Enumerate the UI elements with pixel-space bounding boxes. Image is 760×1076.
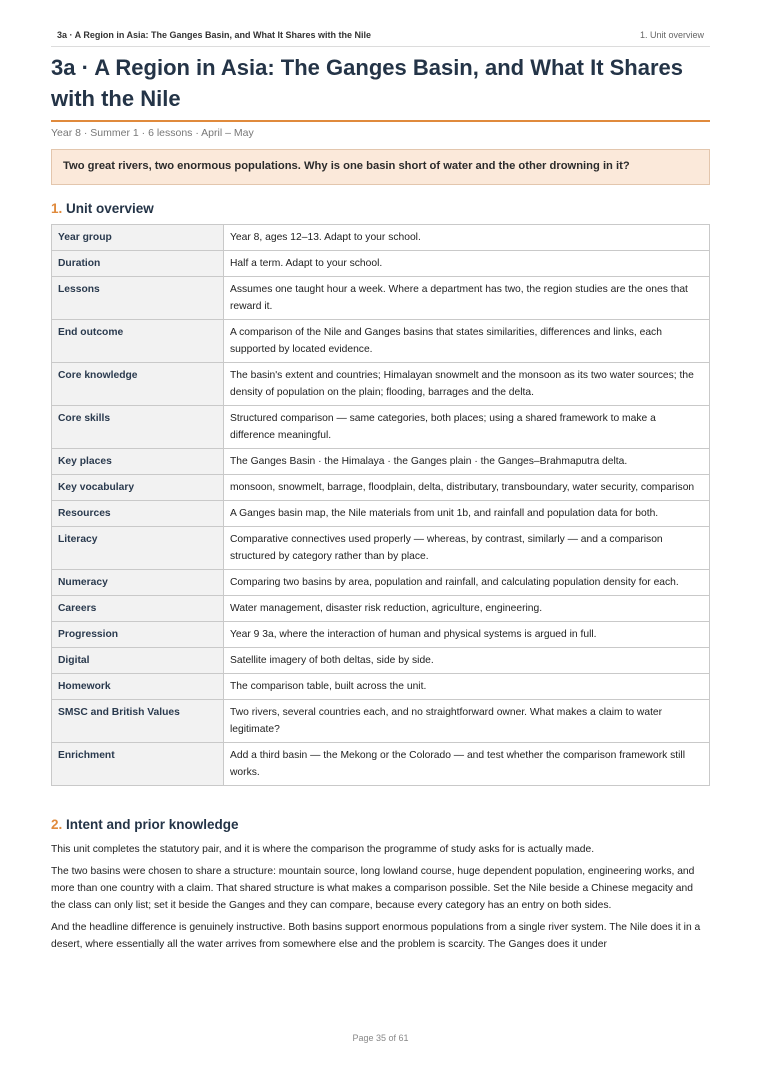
row-label: Literacy — [52, 527, 224, 570]
row-value: A Ganges basin map, the Nile materials from unit 1b, and rainfall and population data for both. — [224, 501, 710, 527]
row-value: Add a third basin — the Mekong or the Colorado — and test whether the comparison framework still works. — [224, 743, 710, 786]
table-row — [52, 527, 710, 570]
table-row — [52, 475, 710, 501]
row-value: Structured comparison — same categories, both places; using a shared framework to make a difference meaningful. — [224, 406, 710, 449]
paragraph: And the headline difference is genuinely instructive. Both basins support enormous populations from a single river system. The Nile does it in a desert, where essentially all the water arrives from somewhere else and the problem is scarcity. The Ganges does it under — [51, 922, 701, 950]
row-value: monsoon, snowmelt, barrage, floodplain, delta, distributary, transboundary, water security, comparison — [224, 475, 710, 501]
table-row — [52, 743, 710, 786]
row-value: Assumes one taught hour a week. Where a department has two, the region studies are the ones that reward it. — [224, 277, 710, 320]
title-divider — [51, 120, 710, 122]
section-heading-unit-overview — [51, 201, 154, 216]
table-row — [52, 449, 710, 475]
row-label: Core skills — [52, 406, 224, 449]
table-row — [52, 251, 710, 277]
row-label: Lessons — [52, 277, 224, 320]
row-value: The comparison table, built across the unit. — [224, 674, 710, 700]
row-value: Year 8, ages 12–13. Adapt to your school. — [224, 225, 710, 251]
row-label: Progression — [52, 622, 224, 648]
key-question-callout — [51, 149, 710, 185]
table-row — [52, 320, 710, 363]
table-row — [52, 570, 710, 596]
section-number: 2. — [51, 817, 63, 832]
table-row — [52, 363, 710, 406]
row-value: Year 9 3a, where the interaction of human and physical systems is argued in full. — [224, 622, 710, 648]
section-title: Unit overview — [66, 201, 154, 216]
table-row — [52, 674, 710, 700]
row-label: Resources — [52, 501, 224, 527]
row-value: Two rivers, several countries each, and no straightforward owner. What makes a claim to water legitimate? — [224, 700, 710, 743]
row-value: Comparative connectives used properly — whereas, by contrast, similarly — and a comparison structured by category rather than by place. — [224, 527, 710, 570]
row-label: Enrichment — [52, 743, 224, 786]
row-label: Core knowledge — [52, 363, 224, 406]
intent-body — [51, 841, 710, 958]
row-label: Homework — [52, 674, 224, 700]
running-header-section: 1. Unit overview — [639, 30, 704, 40]
row-label: Year group — [52, 225, 224, 251]
table-row — [52, 700, 710, 743]
row-label: Careers — [52, 596, 224, 622]
section-heading-intent — [51, 817, 239, 832]
row-label: SMSC and British Values — [52, 700, 224, 743]
section-number: 1. — [51, 201, 63, 216]
row-value: The Ganges Basin · the Himalaya · the Ganges plain · the Ganges–Brahmaputra delta. — [224, 449, 710, 475]
row-label: End outcome — [52, 320, 224, 363]
running-header — [51, 28, 710, 47]
row-label: Digital — [52, 648, 224, 674]
paragraph: This unit completes the statutory pair, and it is where the comparison the programme of study asks for is actually made. — [51, 844, 595, 855]
table-row — [52, 277, 710, 320]
row-label: Numeracy — [52, 570, 224, 596]
row-value: Half a term. Adapt to your school. — [224, 251, 710, 277]
row-label: Key vocabulary — [52, 475, 224, 501]
unit-overview-table — [51, 224, 710, 786]
table-row — [52, 596, 710, 622]
page-title: 3a · A Region in Asia: The Ganges Basin, and What It Shares with the Nile — [51, 55, 684, 111]
row-value: Satellite imagery of both deltas, side by side. — [224, 648, 710, 674]
table-row — [52, 648, 710, 674]
unit-meta: Year 8 · Summer 1 · 6 lessons · April – May — [51, 127, 254, 139]
running-header-title: 3a · A Region in Asia: The Ganges Basin, and What It Shares with the Nile — [57, 30, 372, 40]
table-row — [52, 406, 710, 449]
row-label: Duration — [52, 251, 224, 277]
row-label: Key places — [52, 449, 224, 475]
table-row — [52, 501, 710, 527]
row-value: Water management, disaster risk reduction, agriculture, engineering. — [224, 596, 710, 622]
row-value: A comparison of the Nile and Ganges basins that states similarities, differences and links, each supported by located evidence. — [224, 320, 710, 363]
row-value: The basin's extent and countries; Himalayan snowmelt and the monsoon as its two water sources; the density of population on the plain; flooding, barrages and the delta. — [224, 363, 710, 406]
section-title: Intent and prior knowledge — [66, 817, 239, 832]
row-value: Comparing two basins by area, population and rainfall, and calculating population density for each. — [224, 570, 710, 596]
table-row — [52, 622, 710, 648]
page-number: Page 35 of 61 — [352, 1033, 409, 1043]
table-row — [52, 225, 710, 251]
key-question-text: Two great rivers, two enormous populations. Why is one basin short of water and the other drowning in it? — [63, 160, 630, 172]
paragraph: The two basins were chosen to share a structure: mountain source, long lowland course, huge dependent population, engineering works, and more than one country with a claim. That shared structure is what makes a comparison possible. Set the Nile beside a Chinese megacity and the class can only list; set it beside the Ganges and they can compare, because every category has an entry on both sides. — [51, 866, 695, 911]
